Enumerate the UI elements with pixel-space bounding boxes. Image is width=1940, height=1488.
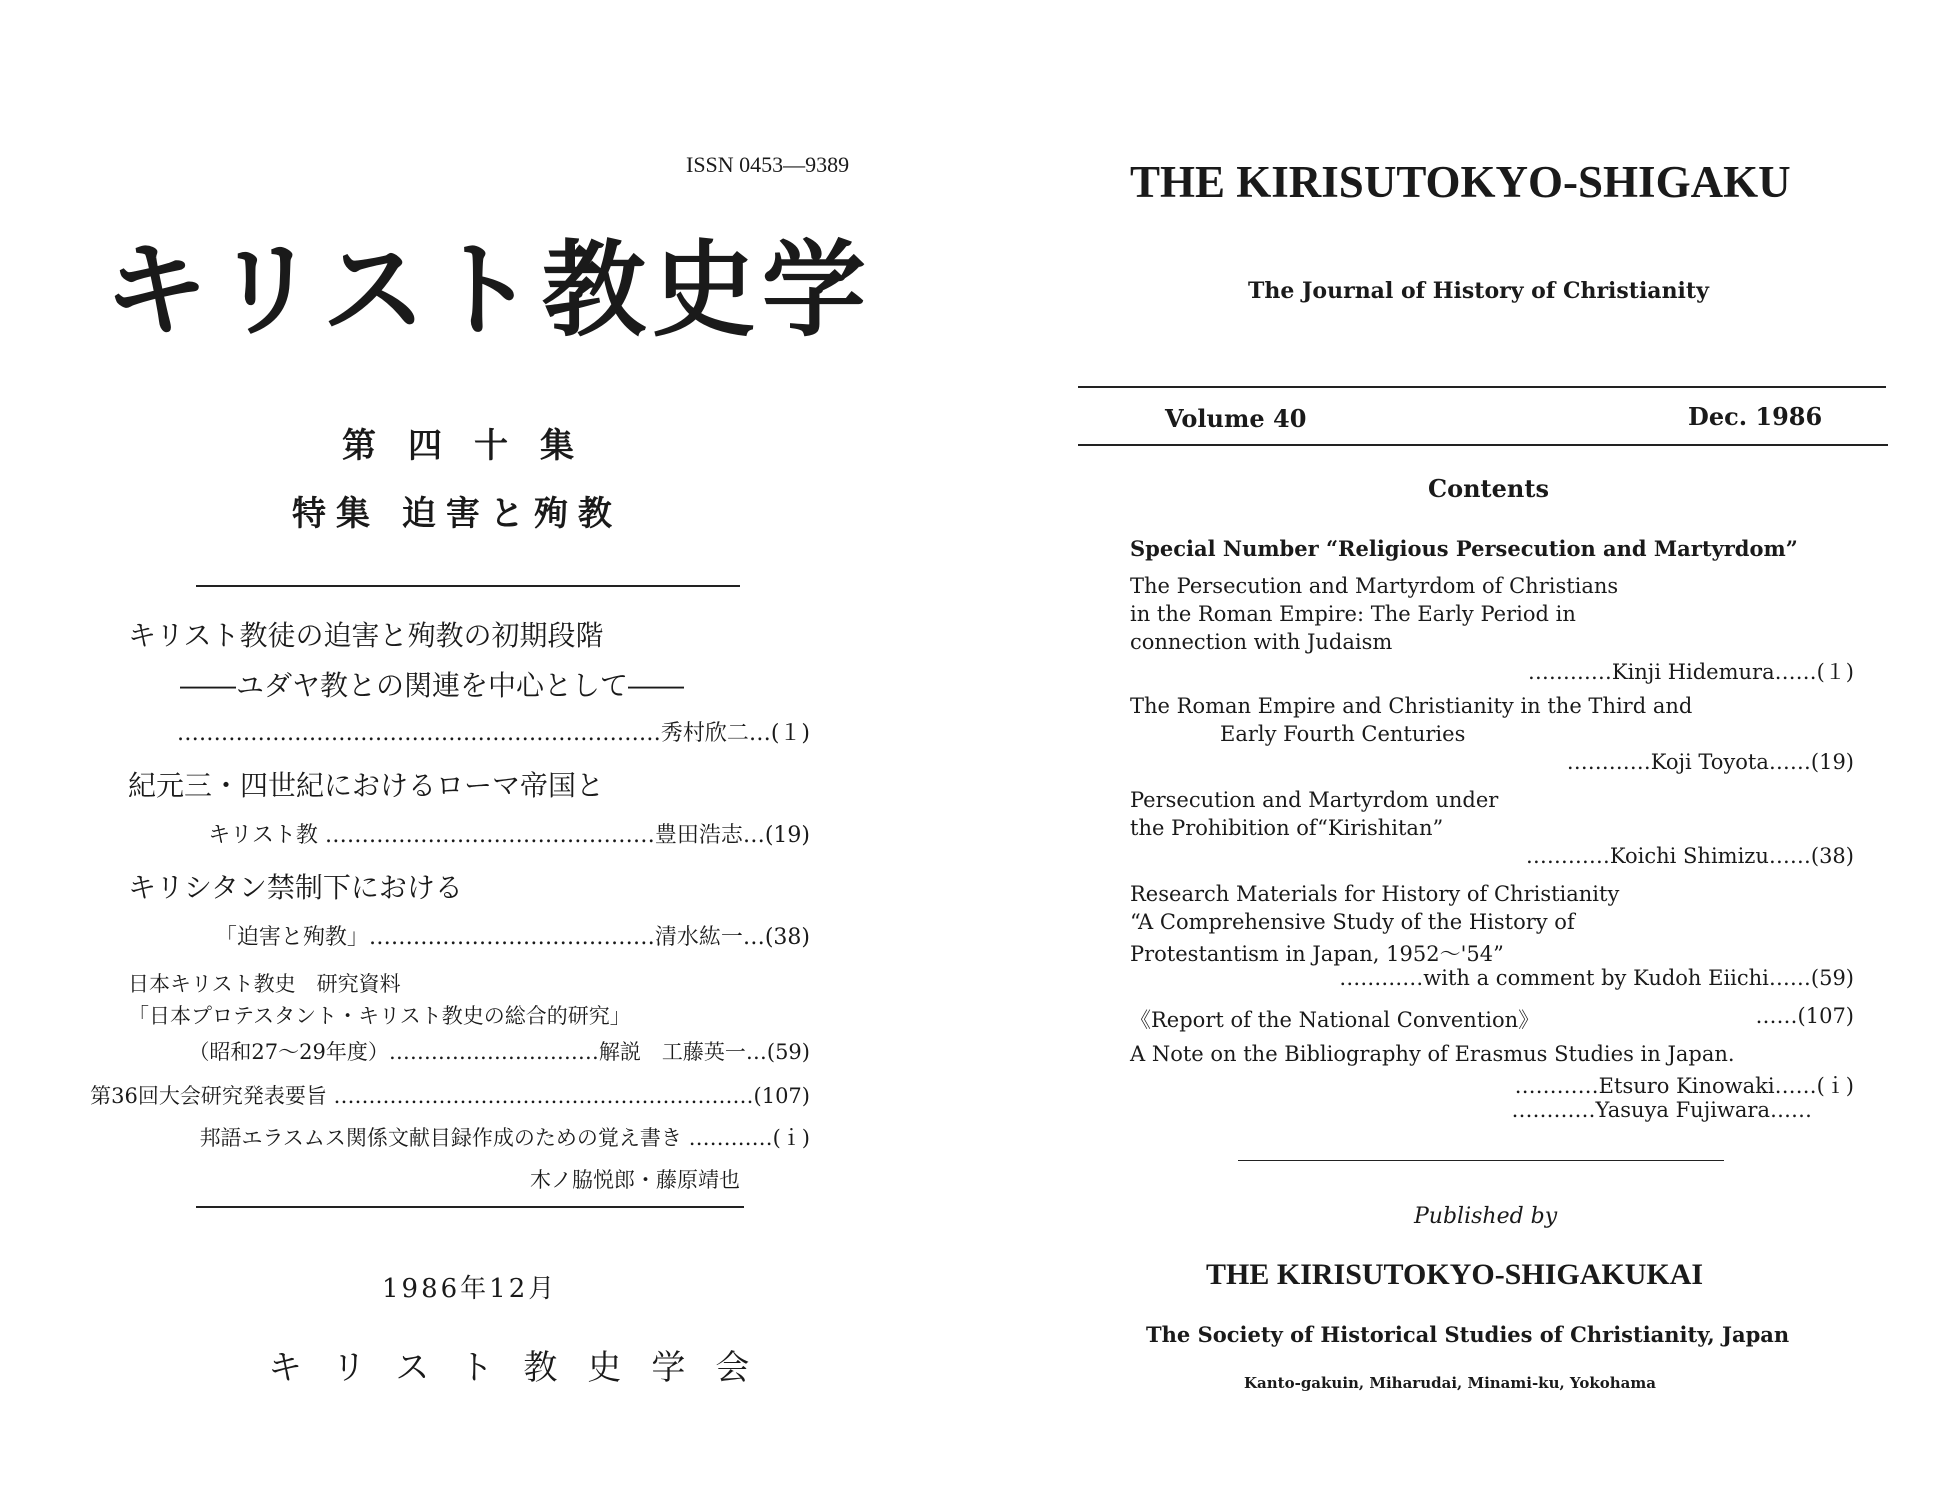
issn-number: ISSN 0453―9389 [686, 152, 850, 177]
toc-entry-leader: …………………………………………………………秀村欣二…(１) [176, 721, 810, 746]
volume-number-jp: 第四十集 [342, 426, 606, 466]
contents-entry-byline: …………with a comment by Kudoh Eiichi……(59) [1339, 966, 1854, 990]
issue-date-en: Dec. 1986 [1688, 402, 1823, 431]
toc-entry-leader: キリスト教 ………………………………………豊田浩志…(19) [208, 823, 810, 848]
contents-entry-line: “A Comprehensive Study of the History of [1130, 910, 1575, 934]
divider-volume-bottom [1078, 444, 1888, 446]
contents-entry-line: connection with Judaism [1130, 630, 1393, 654]
toc-entry-leader: 邦語エラスムス関係文献目録作成のための覚え書き …………(ｉ) [199, 1126, 810, 1150]
toc-entry-title: 紀元三・四世紀におけるローマ帝国と [128, 769, 605, 802]
publisher-jp: キリスト教史学会 [268, 1348, 780, 1388]
contents-entry-byline: …………Yasuya Fujiwara…… [1511, 1098, 1812, 1122]
toc-entry-leader: 第36回大会研究発表要旨 ……………………………………………………(107) [90, 1084, 810, 1108]
toc-entry-subtitle: ――ユダヤ教との関連を中心として―― [180, 669, 685, 702]
contents-entry-line: Research Materials for History of Christianity [1130, 882, 1620, 906]
special-issue-jp: 特集 迫害と殉教 [292, 494, 622, 534]
toc-entry-title: キリスト教徒の迫害と殉教の初期段階 [128, 619, 604, 652]
published-by-label: Published by [1414, 1204, 1558, 1229]
contents-entry-line: the Prohibition of“Kirishitan” [1130, 816, 1444, 840]
journal-title-en: THE KIRISUTOKYO-SHIGAKU [1130, 157, 1791, 207]
contents-entry-line: The Roman Empire and Christianity in the Third and [1130, 694, 1693, 718]
toc-entry-authors: 木ノ脇悦郎・藤原靖也 [530, 1168, 740, 1192]
journal-title-jp: キリスト教史学 [104, 228, 872, 351]
toc-entry-leader: 「迫害と殉教」…………………………………清水紘一…(38) [214, 925, 810, 950]
toc-entry-leader: （昭和27～29年度）…………………………解説 工藤英一…(59) [188, 1040, 810, 1064]
society-address: Kanto-gakuin, Miharudai, Minami-ku, Yokohama [1244, 1374, 1656, 1392]
toc-entry-title: キリシタン禁制下における [128, 871, 463, 904]
special-number-heading: Special Number “Religious Persecution and Martyrdom” [1130, 536, 1798, 561]
contents-entry-byline: …………Koji Toyota……(19) [1566, 750, 1854, 774]
contents-entry-line: Persecution and Martyrdom under [1130, 788, 1499, 812]
divider-publisher [1238, 1160, 1724, 1161]
society-name-en: THE KIRISUTOKYO-SHIGAKUKAI [1206, 1258, 1704, 1291]
volume-number-en: Volume 40 [1165, 404, 1307, 433]
divider-bottom-jp [196, 1206, 744, 1208]
divider-volume-top [1078, 386, 1886, 388]
toc-entry-title: 日本キリスト教史 研究資料 [128, 972, 401, 996]
contents-entry-line: Early Fourth Centuries [1220, 722, 1466, 746]
contents-entry-byline: …………Etsuro Kinowaki……(ｉ) [1514, 1074, 1854, 1098]
contents-entry-byline: ……(107) [1755, 1004, 1854, 1028]
toc-entry-title: 「日本プロテスタント・キリスト教史の総合的研究」 [128, 1004, 631, 1028]
contents-heading: Contents [1428, 474, 1549, 503]
publication-date-jp: 1986年12月 [382, 1274, 558, 1304]
contents-entry-byline: …………Koichi Shimizu……(38) [1525, 844, 1854, 868]
contents-entry-line: in the Roman Empire: The Early Period in [1130, 602, 1576, 626]
contents-entry-line: The Persecution and Martyrdom of Christians [1130, 574, 1619, 598]
contents-entry-line: Protestantism in Japan, 1952～'54” [1130, 942, 1504, 966]
contents-entry-byline: …………Kinji Hidemura……(１) [1527, 660, 1854, 684]
divider-top-jp [196, 585, 740, 587]
contents-entry-line: 《Report of the National Convention》 [1130, 1008, 1540, 1032]
journal-subtitle-en: The Journal of History of Christianity [1248, 278, 1709, 304]
contents-entry-line: A Note on the Bibliography of Erasmus Studies in Japan. [1130, 1042, 1735, 1066]
society-subtitle-en: The Society of Historical Studies of Christianity, Japan [1146, 1322, 1790, 1347]
